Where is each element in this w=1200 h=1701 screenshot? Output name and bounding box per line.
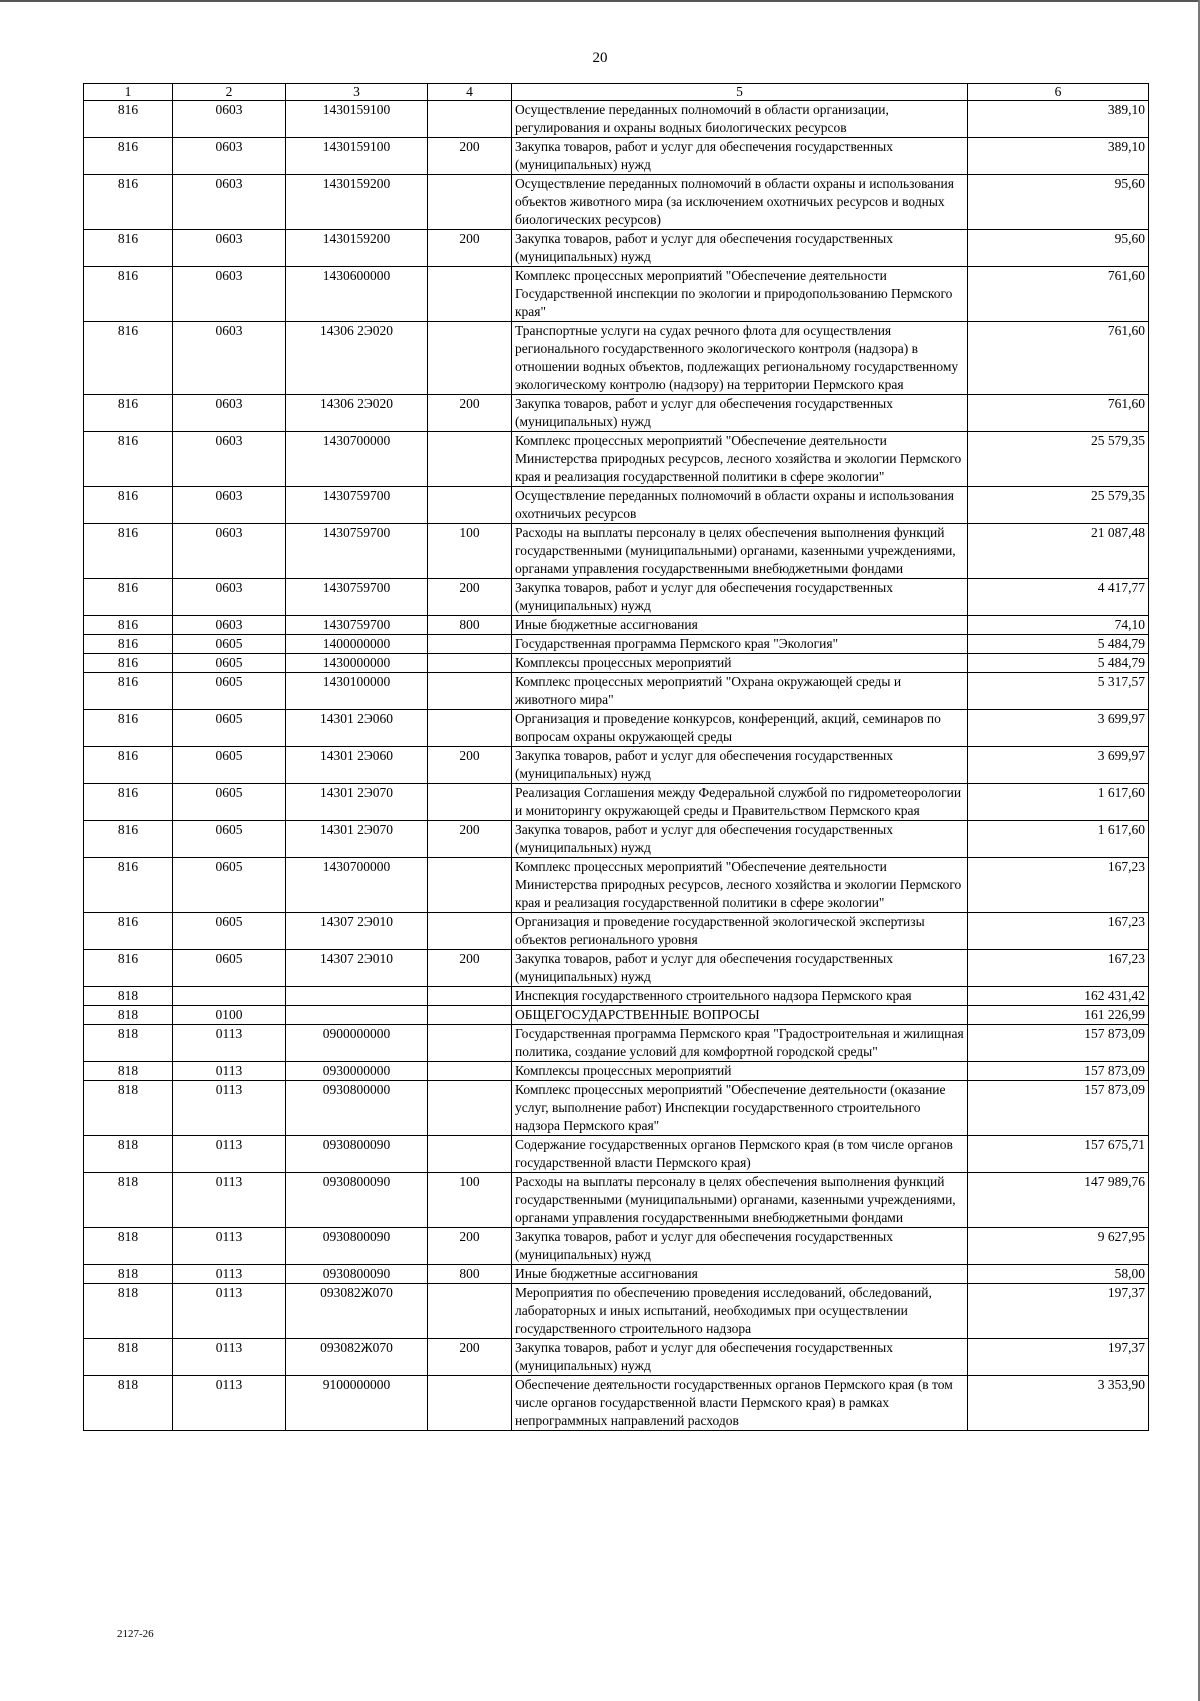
cell-description: Мероприятия по обеспечению проведения исследований, обследований, лабораторных и иных испытаний, необходимых при осуществлении государственного строительного надзора [512,1284,968,1339]
table-row [84,913,1149,950]
cell-ministry-code: 816 [84,230,173,267]
cell-target-code: 0900000000 [286,1025,428,1062]
cell-section-code: 0113 [173,1339,286,1376]
cell-description: Иные бюджетные ассигнования [512,1265,968,1284]
cell-expense-type: 200 [428,821,512,858]
column-header: 4 [428,84,512,101]
cell-expense-type: 800 [428,616,512,635]
cell-section-code: 0603 [173,101,286,138]
budget-table-container [83,83,1148,1431]
table-row [84,654,1149,673]
cell-ministry-code: 816 [84,395,173,432]
cell-expense-type [428,432,512,487]
cell-ministry-code: 816 [84,673,173,710]
cell-description: Комплекс процессных мероприятий "Обеспечение деятельности (оказание услуг, выполнение работ) Инспекции государственного строительного надзора Пермского края" [512,1081,968,1136]
cell-description: Содержание государственных органов Пермского края (в том числе органов государственной власти Пермского края) [512,1136,968,1173]
cell-description: Закупка товаров, работ и услуг для обеспечения государственных (муниципальных) нужд [512,1339,968,1376]
table-body [84,101,1149,1431]
cell-amount: 9 627,95 [968,1228,1149,1265]
cell-section-code: 0605 [173,913,286,950]
cell-ministry-code: 816 [84,322,173,395]
table-row [84,616,1149,635]
cell-amount: 5 484,79 [968,635,1149,654]
cell-amount: 95,60 [968,175,1149,230]
cell-section-code: 0603 [173,487,286,524]
cell-ministry-code: 816 [84,950,173,987]
cell-section-code: 0100 [173,1006,286,1025]
cell-target-code: 0930800090 [286,1173,428,1228]
cell-amount: 761,60 [968,322,1149,395]
cell-ministry-code: 816 [84,616,173,635]
cell-description: Осуществление переданных полномочий в области охраны и использования объектов животного мира (за исключением охотничьих ресурсов и водных биологических ресурсов) [512,175,968,230]
cell-target-code: 14306 2Э020 [286,395,428,432]
cell-target-code: 14307 2Э010 [286,950,428,987]
cell-target-code: 1430759700 [286,579,428,616]
column-header: 1 [84,84,173,101]
cell-ministry-code: 816 [84,432,173,487]
table-row [84,579,1149,616]
cell-expense-type: 200 [428,138,512,175]
cell-ministry-code: 816 [84,635,173,654]
cell-expense-type: 100 [428,1173,512,1228]
cell-amount: 761,60 [968,395,1149,432]
footer-document-code: 2127-26 [117,1628,154,1640]
cell-ministry-code: 818 [84,1006,173,1025]
cell-amount: 5 484,79 [968,654,1149,673]
cell-expense-type [428,710,512,747]
cell-expense-type [428,1062,512,1081]
cell-ministry-code: 818 [84,1081,173,1136]
cell-target-code: 1430700000 [286,858,428,913]
cell-amount: 389,10 [968,101,1149,138]
table-row [84,267,1149,322]
cell-expense-type: 200 [428,230,512,267]
cell-target-code: 14306 2Э020 [286,322,428,395]
cell-expense-type [428,101,512,138]
column-header: 6 [968,84,1149,101]
cell-ministry-code: 816 [84,821,173,858]
cell-target-code: 9100000000 [286,1376,428,1431]
cell-amount: 197,37 [968,1284,1149,1339]
cell-expense-type: 100 [428,524,512,579]
cell-ministry-code: 816 [84,579,173,616]
cell-target-code: 1430000000 [286,654,428,673]
table-row [84,1339,1149,1376]
cell-description: Комплексы процессных мероприятий [512,654,968,673]
cell-section-code: 0113 [173,1062,286,1081]
table-row [84,1173,1149,1228]
cell-amount: 157 873,09 [968,1081,1149,1136]
cell-section-code: 0605 [173,858,286,913]
cell-section-code: 0603 [173,267,286,322]
cell-target-code: 1430759700 [286,524,428,579]
cell-amount: 761,60 [968,267,1149,322]
cell-ministry-code: 816 [84,710,173,747]
cell-expense-type: 200 [428,1228,512,1265]
cell-description: Закупка товаров, работ и услуг для обеспечения государственных (муниципальных) нужд [512,950,968,987]
cell-section-code [173,987,286,1006]
table-row [84,1081,1149,1136]
cell-description: Иные бюджетные ассигнования [512,616,968,635]
cell-target-code: 1400000000 [286,635,428,654]
cell-ministry-code: 816 [84,858,173,913]
cell-section-code: 0113 [173,1025,286,1062]
table-row [84,1062,1149,1081]
cell-description: Закупка товаров, работ и услуг для обеспечения государственных (муниципальных) нужд [512,747,968,784]
cell-description: Обеспечение деятельности государственных органов Пермского края (в том числе органов государственной власти Пермского края) в рамках непрограммных направлений расходов [512,1376,968,1431]
cell-target-code: 1430759700 [286,487,428,524]
cell-ministry-code: 818 [84,1228,173,1265]
table-row [84,175,1149,230]
table-row [84,858,1149,913]
cell-description: Комплекс процессных мероприятий "Обеспечение деятельности Министерства природных ресурсов, лесного хозяйства и экологии Пермского края и реализация государственной политики в сфере экологии" [512,432,968,487]
cell-description: Комплексы процессных мероприятий [512,1062,968,1081]
cell-amount: 25 579,35 [968,487,1149,524]
cell-description: Закупка товаров, работ и услуг для обеспечения государственных (муниципальных) нужд [512,821,968,858]
cell-section-code: 0605 [173,635,286,654]
cell-expense-type: 800 [428,1265,512,1284]
cell-ministry-code: 816 [84,524,173,579]
cell-target-code: 14301 2Э070 [286,784,428,821]
cell-description: Комплекс процессных мероприятий "Охрана окружающей среды и животного мира" [512,673,968,710]
table-row [84,487,1149,524]
table-row [84,322,1149,395]
cell-description: Закупка товаров, работ и услуг для обеспечения государственных (муниципальных) нужд [512,395,968,432]
cell-description: Организация и проведение государственной экологической экспертизы объектов регионального уровня [512,913,968,950]
cell-amount: 58,00 [968,1265,1149,1284]
cell-description: Комплекс процессных мероприятий "Обеспечение деятельности Государственной инспекции по экологии и природопользованию Пермского края" [512,267,968,322]
cell-expense-type [428,1376,512,1431]
cell-expense-type [428,673,512,710]
table-row [84,673,1149,710]
cell-target-code: 1430159100 [286,101,428,138]
cell-ministry-code: 818 [84,1376,173,1431]
cell-target-code: 0930800090 [286,1265,428,1284]
cell-amount: 157 873,09 [968,1025,1149,1062]
cell-description: Расходы на выплаты персоналу в целях обеспечения выполнения функций государственными (муниципальными) органами, казенными учреждениями, органами управления государственными внебюджетными фондами [512,524,968,579]
cell-target-code [286,987,428,1006]
cell-target-code: 0930800090 [286,1228,428,1265]
cell-expense-type [428,987,512,1006]
table-row [84,138,1149,175]
cell-description: Организация и проведение конкурсов, конференций, акций, семинаров по вопросам охраны окружающей среды [512,710,968,747]
cell-description: Закупка товаров, работ и услуг для обеспечения государственных (муниципальных) нужд [512,230,968,267]
cell-ministry-code: 816 [84,138,173,175]
cell-section-code: 0605 [173,673,286,710]
cell-target-code: 0930000000 [286,1062,428,1081]
cell-section-code: 0113 [173,1081,286,1136]
budget-table [83,83,1149,1431]
cell-expense-type [428,858,512,913]
cell-expense-type [428,487,512,524]
cell-section-code: 0603 [173,175,286,230]
cell-description: Закупка товаров, работ и услуг для обеспечения государственных (муниципальных) нужд [512,579,968,616]
cell-expense-type [428,913,512,950]
table-row [84,432,1149,487]
cell-section-code: 0603 [173,524,286,579]
cell-amount: 1 617,60 [968,784,1149,821]
table-row [84,1284,1149,1339]
cell-ministry-code: 816 [84,654,173,673]
cell-target-code: 1430159200 [286,175,428,230]
cell-description: Расходы на выплаты персоналу в целях обеспечения выполнения функций государственными (муниципальными) органами, казенными учреждениями, органами управления государственными внебюджетными фондами [512,1173,968,1228]
cell-expense-type [428,784,512,821]
cell-section-code: 0113 [173,1228,286,1265]
cell-section-code: 0605 [173,710,286,747]
cell-target-code: 1430159200 [286,230,428,267]
column-header: 3 [286,84,428,101]
cell-amount: 25 579,35 [968,432,1149,487]
cell-target-code: 093082Ж070 [286,1284,428,1339]
cell-ministry-code: 818 [84,1136,173,1173]
cell-target-code: 14301 2Э060 [286,710,428,747]
cell-amount: 167,23 [968,950,1149,987]
cell-description: Государственная программа Пермского края "Экология" [512,635,968,654]
cell-expense-type [428,175,512,230]
table-row [84,784,1149,821]
scan-edge-top [0,0,1200,2]
cell-section-code: 0605 [173,784,286,821]
cell-target-code: 1430759700 [286,616,428,635]
cell-amount: 5 317,57 [968,673,1149,710]
cell-expense-type: 200 [428,1339,512,1376]
table-row [84,230,1149,267]
cell-description: Закупка товаров, работ и услуг для обеспечения государственных (муниципальных) нужд [512,1228,968,1265]
cell-section-code: 0603 [173,138,286,175]
cell-ministry-code: 816 [84,784,173,821]
table-row [84,987,1149,1006]
cell-expense-type: 200 [428,395,512,432]
cell-target-code: 0930800090 [286,1136,428,1173]
table-row [84,1136,1149,1173]
cell-section-code: 0603 [173,322,286,395]
cell-section-code: 0603 [173,230,286,267]
table-row [84,101,1149,138]
cell-expense-type [428,1025,512,1062]
cell-target-code [286,1006,428,1025]
cell-expense-type: 200 [428,950,512,987]
cell-ministry-code: 816 [84,175,173,230]
cell-section-code: 0603 [173,395,286,432]
cell-ministry-code: 816 [84,267,173,322]
cell-target-code: 093082Ж070 [286,1339,428,1376]
cell-amount: 3 699,97 [968,747,1149,784]
cell-ministry-code: 816 [84,747,173,784]
cell-amount: 4 417,77 [968,579,1149,616]
cell-amount: 157 873,09 [968,1062,1149,1081]
cell-amount: 167,23 [968,913,1149,950]
cell-description: ОБЩЕГОСУДАРСТВЕННЫЕ ВОПРОСЫ [512,1006,968,1025]
cell-ministry-code: 818 [84,1173,173,1228]
cell-amount: 21 087,48 [968,524,1149,579]
cell-expense-type [428,654,512,673]
table-row [84,524,1149,579]
table-row [84,1025,1149,1062]
cell-amount: 3 699,97 [968,710,1149,747]
cell-target-code: 1430600000 [286,267,428,322]
cell-ministry-code: 816 [84,913,173,950]
cell-section-code: 0603 [173,432,286,487]
cell-ministry-code: 818 [84,1284,173,1339]
cell-section-code: 0113 [173,1376,286,1431]
cell-section-code: 0113 [173,1173,286,1228]
cell-ministry-code: 816 [84,101,173,138]
cell-amount: 3 353,90 [968,1376,1149,1431]
cell-section-code: 0113 [173,1265,286,1284]
cell-expense-type [428,1006,512,1025]
column-header: 5 [512,84,968,101]
cell-amount: 74,10 [968,616,1149,635]
cell-target-code: 1430700000 [286,432,428,487]
cell-ministry-code: 818 [84,1339,173,1376]
cell-amount: 162 431,42 [968,987,1149,1006]
cell-expense-type: 200 [428,579,512,616]
cell-expense-type [428,267,512,322]
cell-target-code: 1430159100 [286,138,428,175]
page-number: 20 [592,50,608,66]
table-row [84,710,1149,747]
cell-ministry-code: 816 [84,487,173,524]
cell-description: Осуществление переданных полномочий в области организации, регулирования и охраны водных биологических ресурсов [512,101,968,138]
cell-section-code: 0605 [173,950,286,987]
column-header: 2 [173,84,286,101]
cell-amount: 147 989,76 [968,1173,1149,1228]
cell-amount: 167,23 [968,858,1149,913]
cell-ministry-code: 818 [84,987,173,1006]
cell-section-code: 0605 [173,821,286,858]
cell-ministry-code: 818 [84,1265,173,1284]
table-row [84,1228,1149,1265]
cell-description: Осуществление переданных полномочий в области охраны и использования охотничьих ресурсов [512,487,968,524]
table-row [84,1006,1149,1025]
cell-expense-type [428,1284,512,1339]
cell-amount: 95,60 [968,230,1149,267]
cell-target-code: 14301 2Э060 [286,747,428,784]
cell-target-code: 14307 2Э010 [286,913,428,950]
table-row [84,821,1149,858]
cell-ministry-code: 818 [84,1062,173,1081]
cell-section-code: 0605 [173,654,286,673]
cell-target-code: 1430100000 [286,673,428,710]
cell-description: Инспекция государственного строительного надзора Пермского края [512,987,968,1006]
cell-target-code: 0930800000 [286,1081,428,1136]
cell-ministry-code: 818 [84,1025,173,1062]
cell-section-code: 0113 [173,1284,286,1339]
cell-section-code: 0113 [173,1136,286,1173]
cell-expense-type: 200 [428,747,512,784]
cell-expense-type [428,1136,512,1173]
cell-section-code: 0603 [173,579,286,616]
cell-section-code: 0605 [173,747,286,784]
table-row [84,635,1149,654]
cell-target-code: 14301 2Э070 [286,821,428,858]
cell-amount: 197,37 [968,1339,1149,1376]
cell-amount: 1 617,60 [968,821,1149,858]
table-row [84,1376,1149,1431]
header-row [84,84,1149,101]
cell-description: Комплекс процессных мероприятий "Обеспечение деятельности Министерства природных ресурсов, лесного хозяйства и экологии Пермского края и реализация государственной политики в сфере экологии" [512,858,968,913]
cell-expense-type [428,635,512,654]
cell-description: Реализация Соглашения между Федеральной службой по гидрометеорологии и мониторингу окружающей среды и Правительством Пермского края [512,784,968,821]
table-row [84,950,1149,987]
cell-expense-type [428,1081,512,1136]
cell-description: Закупка товаров, работ и услуг для обеспечения государственных (муниципальных) нужд [512,138,968,175]
cell-description: Транспортные услуги на судах речного флота для осуществления регионального государственного экологического контроля (надзора) в отношении водных объектов, подлежащих региональному государственному экологическому контролю (надзору) на территории Пермского края [512,322,968,395]
cell-amount: 389,10 [968,138,1149,175]
table-row [84,395,1149,432]
table-row [84,747,1149,784]
cell-section-code: 0603 [173,616,286,635]
cell-description: Государственная программа Пермского края "Градостроительная и жилищная политика, создание условий для комфортной городской среды" [512,1025,968,1062]
cell-amount: 157 675,71 [968,1136,1149,1173]
cell-amount: 161 226,99 [968,1006,1149,1025]
table-row [84,1265,1149,1284]
cell-expense-type [428,322,512,395]
